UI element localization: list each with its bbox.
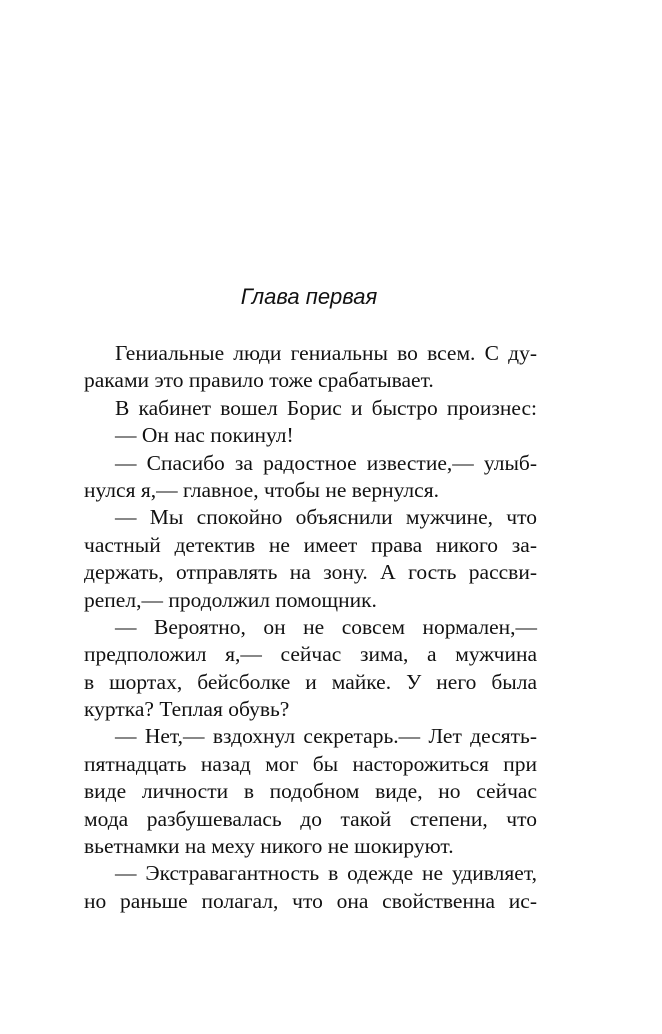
text-line: раками это правило тоже срабатывает.	[84, 368, 434, 393]
text-line: — Мы спокойно объяснили мужчине, что	[115, 505, 537, 530]
text-line: — Он нас покинул!	[115, 423, 294, 448]
text-line: предположил я,— сейчас зима, а мужчина	[84, 642, 537, 667]
chapter-title: Глава первая	[240, 284, 378, 309]
text-line: виде личности в подобном виде, но сейчас	[84, 779, 537, 804]
text-line: мода разбушевалась до такой степени, что	[84, 806, 537, 831]
text-line: вьетнамки на меху никого не шокируют.	[84, 834, 454, 859]
text-line: но раньше полагал, что она свойственна ис-	[84, 888, 537, 913]
text-line: — Нет,— вздохнул секретарь.— Лет десять-	[115, 724, 537, 749]
text-line: куртка? Теплая обувь?	[84, 697, 290, 722]
text-line: Гениальные люди гениальны во всем. С ду-	[115, 341, 537, 365]
text-line: — Экстравагантность в одежде не удивляет,	[115, 861, 537, 886]
text-line: репел,— продолжил помощник.	[84, 587, 377, 612]
text-line: нулся я,— главное, чтобы не вернулся.	[84, 477, 439, 502]
text-line: — Спасибо за радостное известие,— улыб-	[115, 450, 537, 475]
text-line: в шортах, бейсболке и майке. У него была	[84, 669, 537, 694]
text-line: В кабинет вошел Борис и быстро произнес:	[115, 395, 537, 420]
body-text	[84, 340, 537, 915]
text-line: пятнадцать назад мог бы насторожиться при	[84, 751, 537, 776]
text-line: частный детектив не имеет права никого за-	[84, 532, 537, 557]
text-line: — Вероятно, он не совсем нормален,—	[115, 614, 537, 639]
text-line: держать, отправлять на зону. А гость рассви-	[84, 560, 537, 585]
